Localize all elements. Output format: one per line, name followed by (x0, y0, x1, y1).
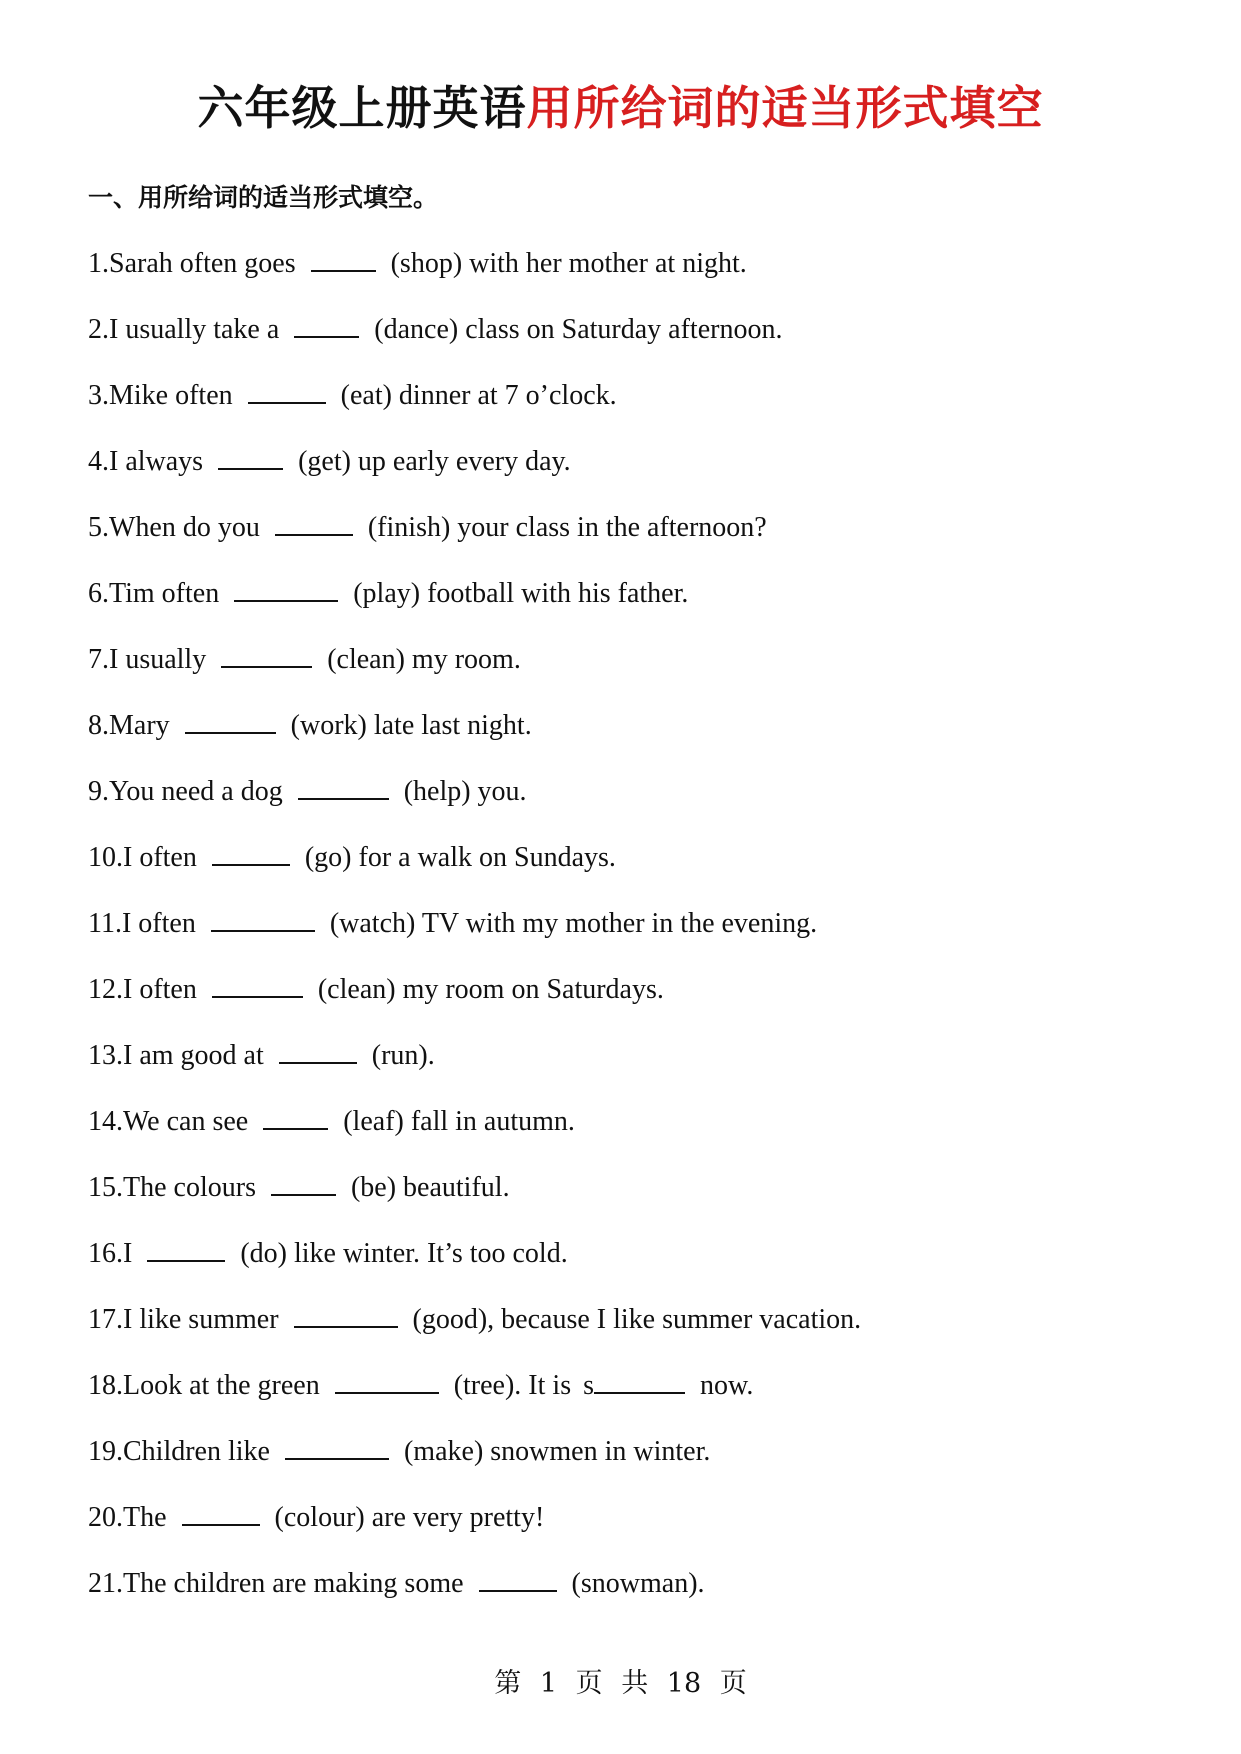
question-text-before: 7.I usually (88, 644, 207, 675)
question-text-before: 4.I always (88, 446, 204, 477)
question-text-before: 14.We can see (88, 1106, 249, 1137)
question-item (88, 508, 1168, 574)
question-text-before: 12.I often (88, 974, 197, 1005)
question-text-after: (do) like winter. It’s too cold. (240, 1238, 568, 1269)
question-text-after: (make) snowmen in winter. (403, 1436, 711, 1467)
question-item (88, 1498, 1168, 1564)
question-text-after: (tree). It is (453, 1370, 572, 1401)
question-item (88, 574, 1168, 640)
answer-blank[interactable] (248, 376, 326, 404)
question-item (88, 1168, 1168, 1234)
answer-blank[interactable] (279, 1036, 357, 1064)
question-item (88, 706, 1168, 772)
question-text-after: (snowman). (571, 1568, 705, 1599)
answer-blank[interactable] (234, 574, 338, 602)
footer-total-pages: 18 (666, 1668, 702, 1699)
question-text-before: 20.The (88, 1502, 167, 1533)
question-item (88, 1564, 1168, 1630)
question-text-before: 17.I like summer (88, 1304, 279, 1335)
answer-blank[interactable] (182, 1498, 260, 1526)
question-text-before: 13.I am good at (88, 1040, 264, 1071)
answer-blank[interactable] (335, 1366, 439, 1394)
question-text-after: (dance) class on Saturday afternoon. (374, 314, 783, 345)
question-item (88, 838, 1168, 904)
answer-blank[interactable] (294, 1300, 398, 1328)
answer-blank[interactable] (479, 1564, 557, 1592)
question-text-after: (finish) your class in the afternoon? (367, 512, 767, 543)
question-text-after: (work) late last night. (290, 710, 532, 741)
question-text-after: (leaf) fall in autumn. (343, 1106, 575, 1137)
page-footer (0, 1666, 1241, 1702)
question-text-after-2: now. (700, 1370, 754, 1401)
question-item (88, 376, 1168, 442)
answer-blank[interactable] (212, 970, 303, 998)
question-text-after: (watch) TV with my mother in the evening. (329, 908, 818, 939)
question-text-before: 1.Sarah often goes (88, 248, 296, 279)
question-text-after: (clean) my room on Saturdays. (317, 974, 664, 1005)
answer-blank[interactable] (275, 508, 353, 536)
footer-word-gong: 共 (621, 1668, 649, 1699)
answer-blank[interactable] (185, 706, 276, 734)
question-text-after: (colour) are very pretty! (274, 1502, 545, 1533)
answer-blank[interactable] (211, 904, 315, 932)
question-text-before: 16.I (88, 1238, 133, 1269)
answer-blank[interactable] (294, 310, 359, 338)
question-list (88, 244, 1168, 1630)
answer-blank[interactable] (218, 442, 283, 470)
question-item (88, 442, 1168, 508)
question-item (88, 1432, 1168, 1498)
section-heading: 一、用所给词的适当形式填空。 (88, 183, 439, 212)
question-text-before: 18.Look at the green (88, 1370, 320, 1401)
question-text-before: 2.I usually take a (88, 314, 280, 345)
footer-word-di: 第 (494, 1668, 522, 1699)
question-text-before: 15.The colours (88, 1172, 256, 1203)
question-item (88, 1234, 1168, 1300)
question-text-after: (be) beautiful. (350, 1172, 510, 1203)
question-text-after: (run). (371, 1040, 435, 1071)
question-text-after: (get) up early every day. (298, 446, 571, 477)
question-item (88, 1300, 1168, 1366)
answer-blank[interactable] (263, 1102, 328, 1130)
answer-blank[interactable] (147, 1234, 225, 1262)
question-text-after: (clean) my room. (327, 644, 521, 675)
question-item (88, 772, 1168, 838)
answer-blank[interactable] (221, 640, 312, 668)
question-text-before: 21.The children are making some (88, 1568, 464, 1599)
answer-blank[interactable] (298, 772, 389, 800)
question-text-after: (good), because I like summer vacation. (412, 1304, 862, 1335)
footer-page-number: 1 (539, 1668, 558, 1699)
question-text-before: 3.Mike often (88, 380, 233, 411)
footer-word-ye: 页 (575, 1668, 603, 1699)
page-title (0, 78, 1241, 138)
question-item (88, 904, 1168, 970)
question-text-before: 11.I often (88, 908, 196, 939)
answer-blank-2[interactable] (594, 1366, 685, 1394)
question-text-before: 10.I often (88, 842, 197, 873)
answer-blank[interactable] (212, 838, 290, 866)
question-text-after: (help) you. (403, 776, 527, 807)
answer-blank[interactable] (311, 244, 376, 272)
question-text-before: 9.You need a dog (88, 776, 283, 807)
question-text-before: 19.Children like (88, 1436, 270, 1467)
question-item (88, 640, 1168, 706)
question-text-after: (eat) dinner at 7 o’clock. (340, 380, 617, 411)
question-item (88, 1102, 1168, 1168)
question-text-before: 8.Mary (88, 710, 170, 741)
footer-word-ye-2: 页 (719, 1668, 747, 1699)
title-part-red: 用所给词的适当形式填空 (526, 81, 1044, 135)
blank-letter-hint: s (583, 1370, 594, 1401)
question-text-after: (go) for a walk on Sundays. (304, 842, 616, 873)
question-item (88, 970, 1168, 1036)
answer-blank[interactable] (285, 1432, 389, 1460)
question-item (88, 310, 1168, 376)
question-text-after: (play) football with his father. (353, 578, 689, 609)
question-item (88, 244, 1168, 310)
question-text-before: 6.Tim often (88, 578, 220, 609)
question-item (88, 1366, 1168, 1432)
question-text-before: 5.When do you (88, 512, 260, 543)
title-part-black: 六年级上册英语 (197, 81, 527, 135)
answer-blank[interactable] (271, 1168, 336, 1196)
question-item (88, 1036, 1168, 1102)
question-text-after: (shop) with her mother at night. (390, 248, 747, 279)
